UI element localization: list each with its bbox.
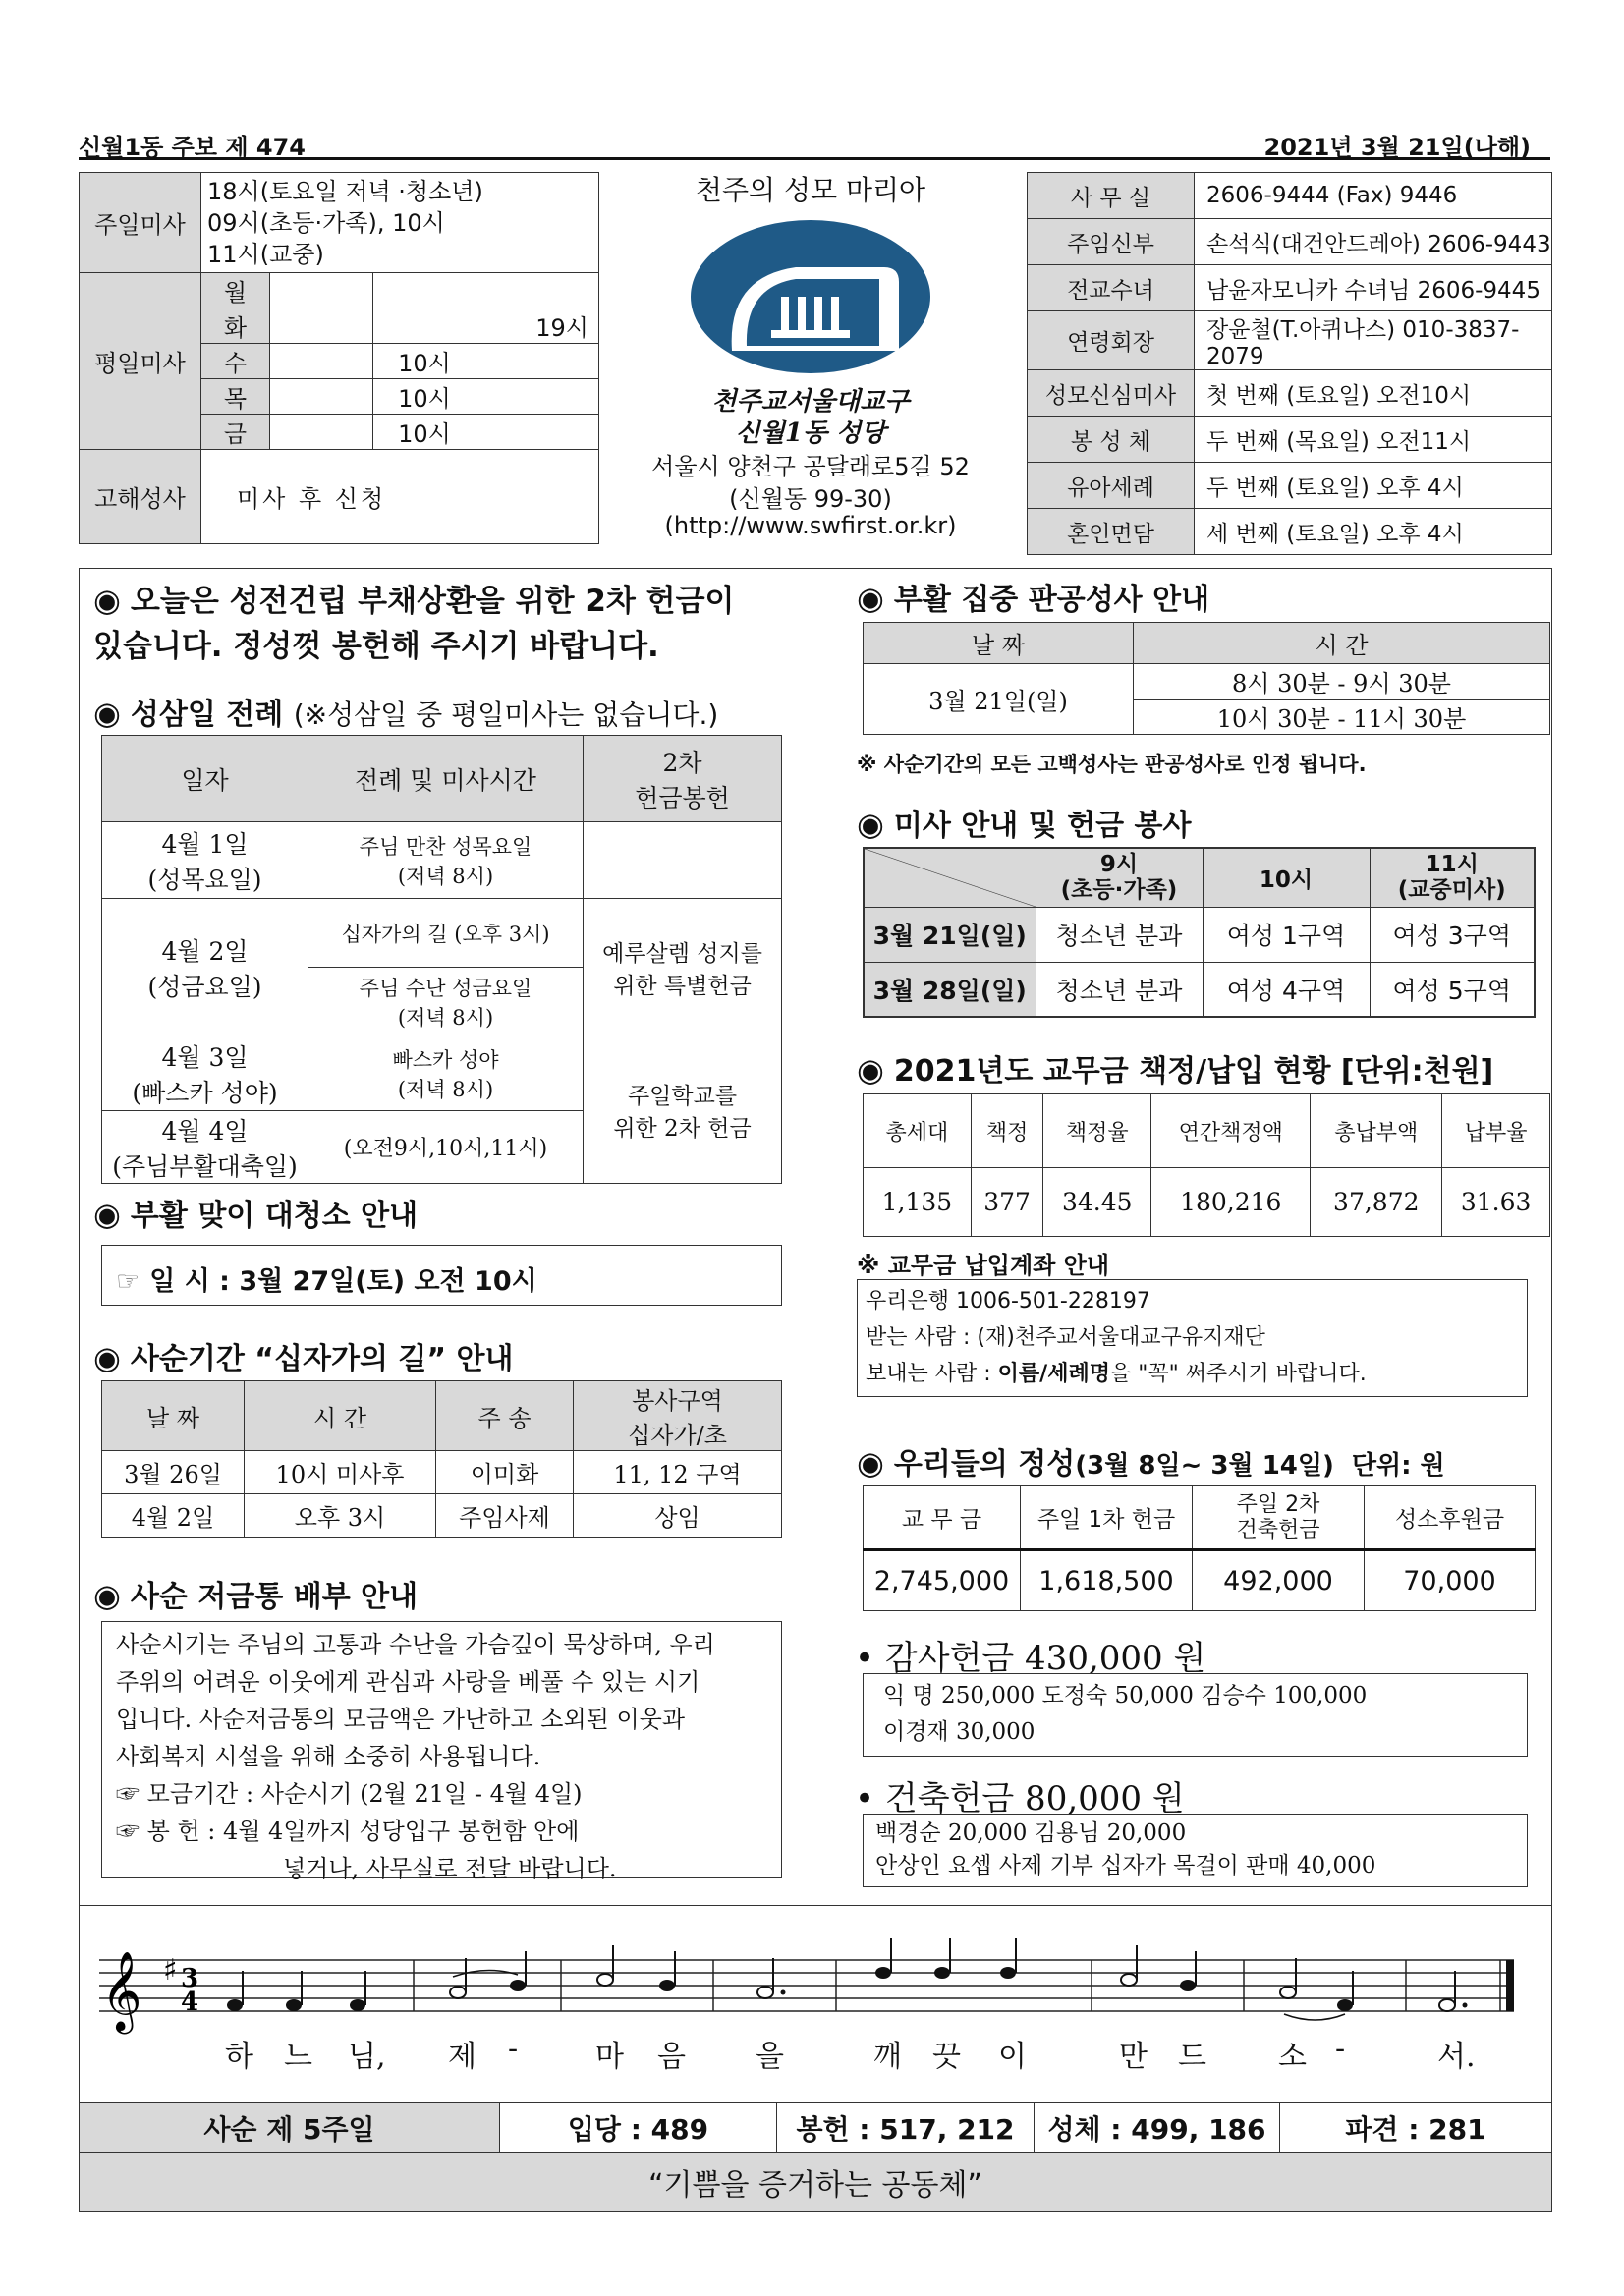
svg-text:4: 4 [181, 1988, 199, 2017]
savings-heading: ◉ 사순 저금통 배부 안내 [93, 1577, 419, 1614]
lyric-syllable: 님, [348, 2040, 386, 2074]
cell: 10시 [373, 344, 476, 379]
lyric-syllable: 제 [448, 2040, 476, 2074]
lyric-syllable: 깨 [873, 2040, 902, 2074]
th: 날 짜 [102, 1381, 245, 1451]
building-line: 안상인 요셉 사제 기부 십자가 목걸이 판매 40,000 [875, 1853, 1376, 1878]
footer-dismissal: 파견 : 281 [1280, 2103, 1552, 2153]
cell: 청소년 분과 [1036, 962, 1203, 1017]
header-rule [79, 157, 1550, 160]
contact-key: 성모신심미사 [1028, 370, 1195, 417]
th: 주 송 [436, 1381, 574, 1451]
cell: 19시 [476, 308, 599, 344]
footer-entrance: 입당 : 489 [500, 2103, 777, 2153]
stations-title: 사순기간 “십자가의 길” 안내 [130, 1342, 514, 1376]
th: 납부율 [1442, 1094, 1550, 1168]
offering-period: (3월 8일~ 3월 14일) [1075, 1451, 1334, 1481]
contacts-table [1027, 172, 1552, 555]
lyric-syllable: 만 [1119, 2040, 1148, 2074]
cell: 34.45 [1043, 1168, 1151, 1237]
lyric-syllable: 음 [657, 2040, 686, 2074]
cell [270, 308, 373, 344]
footer-offertory: 봉헌 : 517, 212 [777, 2103, 1035, 2153]
th: 날 짜 [864, 623, 1134, 664]
contact-row [1028, 370, 1552, 417]
svg-text:𝄞: 𝄞 [101, 1950, 142, 2031]
savings-title: 사순 저금통 배부 안내 [130, 1580, 419, 1614]
savings-text: ☞ 모금기간 : 사순시기 (2월 21일 - 4월 4일) [116, 1780, 583, 1808]
confess-note: ※ 사순기간의 모든 고백성사는 판공성사로 인정 됩니다. [857, 753, 1367, 776]
contact-row [1028, 311, 1552, 370]
account-line: 을 "꼭" 써주시기 바랍니다. [1109, 1362, 1367, 1386]
logo-text-diocese: 천주교서울대교구 [711, 387, 910, 417]
cleaning-title: 부활 맞이 대청소 안내 [130, 1199, 419, 1233]
cell: (성목요일) [147, 865, 262, 894]
cell: 4월 1일 [161, 829, 249, 859]
svg-text:3: 3 [181, 1964, 199, 1993]
triduum-heading: ◉ 성삼일 전례 (※성삼일 중 평일미사는 없습니다.) [93, 695, 719, 732]
cell: 여성 4구역 [1203, 962, 1370, 1017]
cell: 10시 미사후 [245, 1451, 436, 1494]
contact-value: 2606-9444 (Fax) 9446 [1195, 173, 1552, 219]
th: (교중미사) [1397, 877, 1506, 904]
contact-key: 봉 성 체 [1028, 417, 1195, 463]
contact-key: 사 무 실 [1028, 173, 1195, 219]
thanks-box [863, 1673, 1528, 1757]
lyric-syllable: 끗 [932, 2040, 961, 2074]
cell: (저녁 8시) [397, 1005, 494, 1030]
cell: 여성 1구역 [1203, 907, 1370, 962]
dues-table [863, 1093, 1550, 1237]
logo-text-parish: 신월1동 성당 [735, 419, 886, 448]
thanks-heading: • 감사헌금 430,000 원 [855, 1639, 1206, 1678]
lyric-syllable: 마 [595, 2040, 624, 2074]
th: 10시 [1203, 848, 1370, 907]
cell: 37,872 [1311, 1168, 1442, 1237]
th: 총납부액 [1311, 1094, 1442, 1168]
dues-title: 2021년도 교무금 책정/납입 현황 [단위:천원] [893, 1054, 1494, 1089]
contact-row [1028, 509, 1552, 555]
contact-key: 혼인면담 [1028, 509, 1195, 555]
lyric-syllable: - [508, 2032, 519, 2066]
account-line: 보내는 사람 : [866, 1362, 998, 1386]
cell [476, 379, 599, 415]
cell: 31.63 [1442, 1168, 1550, 1237]
pointing-hand-icon: ☞ [116, 1266, 140, 1297]
lyric-syllable: 서. [1437, 2040, 1476, 2074]
sunday-line: 18시(토요일 저녁 ·청소년) [207, 177, 483, 205]
cell: 주님 만찬 성목요일 [359, 834, 532, 859]
contact-key: 유아세례 [1028, 463, 1195, 509]
account-line: 우리은행 1006-501-228197 [866, 1289, 1150, 1314]
contact-key: 전교수녀 [1028, 265, 1195, 311]
contact-value: 남윤자모니카 수녀님 2606-9445 [1195, 265, 1552, 311]
weekday-tue: 화 [201, 308, 270, 344]
offering-unit: 단위: 원 [1351, 1451, 1445, 1481]
confess-heading: ◉ 부활 집중 판공성사 안내 [857, 580, 1210, 617]
th: 십자가/초 [628, 1422, 727, 1449]
cell: 70,000 [1365, 1550, 1536, 1611]
triduum-title: 성삼일 전례 [130, 698, 284, 732]
th: 책정 [971, 1094, 1043, 1168]
th: 주일 2차 [1236, 1491, 1320, 1517]
account-title: ※ 교무금 납입계좌 안내 [857, 1252, 1110, 1279]
footer-week: 사순 제 5주일 [80, 2103, 500, 2153]
notice-line1: 오늘은 성전건립 부채상환을 위한 2차 헌금이 [130, 584, 735, 619]
th: 9시 [1099, 852, 1139, 878]
cell: 11, 12 구역 [574, 1451, 782, 1494]
cell: 주임사제 [436, 1494, 574, 1538]
triduum-note: (※성삼일 중 평일미사는 없습니다.) [293, 699, 719, 731]
cell: 주님 수난 성금요일 [359, 976, 532, 1000]
lyric-syllable: 느 [284, 2040, 312, 2074]
contact-value: 장윤철(T.아퀴나스) 010-3837-2079 [1195, 311, 1552, 370]
offering-title: 우리들의 정성 [893, 1447, 1076, 1482]
confess-title: 부활 집중 판공성사 안내 [893, 583, 1210, 617]
cell: (저녁 8시) [397, 864, 494, 888]
cell: 10시 30분 - 11시 30분 [1134, 700, 1550, 735]
footer-communion: 성체 : 499, 186 [1035, 2103, 1280, 2153]
cell: 8시 30분 - 9시 30분 [1134, 664, 1550, 700]
parish-url[interactable]: (http://www.swfirst.or.kr) [664, 512, 957, 539]
notice-line2: 있습니다. 정성껏 봉헌해 주시기 바랍니다. [93, 629, 659, 664]
parish-address: 서울시 양천구 공달래로5길 52 [651, 453, 970, 480]
th: 헌금봉헌 [635, 783, 730, 812]
mass-schedule [79, 172, 599, 544]
footer-table [79, 2102, 1552, 2212]
contact-row [1028, 417, 1552, 463]
parish-address-old: (신월동 99-30) [729, 485, 892, 513]
svg-text:♯: ♯ [163, 1953, 178, 1988]
cell: 오후 3시 [245, 1494, 436, 1538]
cell [270, 415, 373, 450]
contact-value: 손석식(대건안드레아) 2606-9443 [1195, 219, 1552, 265]
cell: 1,618,500 [1021, 1550, 1193, 1611]
cell: 2,745,000 [864, 1550, 1021, 1611]
lyric-syllable: 드 [1178, 2040, 1206, 2074]
contact-value: 두 번째 (목요일) 오전11시 [1195, 417, 1552, 463]
lyrics [80, 2032, 1553, 2074]
sunday-line: 11시(교중) [207, 240, 324, 268]
cell [476, 273, 599, 308]
weekday-fri: 금 [201, 415, 270, 450]
contact-value: 첫 번째 (토요일) 오전10시 [1195, 370, 1552, 417]
cell: 377 [971, 1168, 1043, 1237]
cell: (오전9시,10시,11시) [308, 1111, 584, 1184]
cell: 4월 3일 [161, 1042, 249, 1072]
savings-text: 사순시기는 주님의 고통과 수난을 가슴깊이 묵상하며, 우리 [116, 1631, 715, 1658]
parish-patron: 천주의 성모 마리아 [695, 174, 926, 206]
cell: 180,216 [1151, 1168, 1311, 1237]
contact-key: 연령회장 [1028, 311, 1195, 370]
cell: 이미화 [436, 1451, 574, 1494]
contact-row [1028, 463, 1552, 509]
contact-key: 주임신부 [1028, 219, 1195, 265]
cell: 십자가의 길 (오후 3시) [308, 899, 584, 968]
cell [270, 344, 373, 379]
th: 연간책정액 [1151, 1094, 1311, 1168]
cell: 3월 21일(일) [864, 907, 1036, 962]
savings-box [101, 1621, 782, 1882]
lyric-syllable: 이 [998, 2040, 1027, 2074]
cell: 위한 특별헌금 [613, 973, 752, 999]
cell [476, 415, 599, 450]
th: 총세대 [864, 1094, 972, 1168]
service-title: 미사 안내 및 헌금 봉사 [893, 809, 1192, 843]
diagonal-cell [864, 848, 1036, 907]
account-line: 받는 사람 : (재)천주교서울대교구유지재단 [866, 1325, 1265, 1350]
th: 건축헌금 [1236, 1517, 1320, 1542]
th: 11시 [1425, 852, 1479, 878]
stations-heading: ◉ 사순기간 “십자가의 길” 안내 [93, 1339, 514, 1376]
savings-text: 입니다. 사순저금통의 모금액은 가난하고 소외된 이웃과 [116, 1706, 686, 1733]
offering-heading: ◉ 우리들의 정성(3월 8일~ 3월 14일) 단위: 원 [857, 1444, 1445, 1482]
cell: (빠스카 성야) [132, 1078, 278, 1107]
cell: 492,000 [1193, 1550, 1365, 1611]
cell: 빠스카 성야 [392, 1047, 499, 1072]
account-emph: 이름/세례명 [997, 1362, 1110, 1386]
weekday-mon: 월 [201, 273, 270, 308]
cell: 3월 28일(일) [864, 962, 1036, 1017]
savings-text: 넣거나, 사무실로 전달 바랍니다. [283, 1855, 617, 1882]
weekday-label: 평일미사 [80, 273, 201, 450]
thanks-line: 이경재 30,000 [883, 1719, 1036, 1745]
savings-text: ☞ 봉 헌 : 4월 4일까지 성당입구 봉헌함 안에 [116, 1818, 580, 1845]
bulletin-issue: 신월1동 주보 제 474 [79, 134, 306, 161]
savings-text: 사회복지 시설을 위해 소중히 사용됩니다. [116, 1743, 541, 1770]
contact-row [1028, 173, 1552, 219]
cell: (저녁 8시) [397, 1077, 494, 1101]
cleaning-heading: ◉ 부활 맞이 대청소 안내 [93, 1196, 419, 1233]
building-title: 건축헌금 80,000 원 [884, 1779, 1185, 1819]
triduum-table [101, 735, 782, 1184]
contact-row [1028, 219, 1552, 265]
th: 일자 [102, 736, 308, 822]
cell: 4월 4일 [161, 1116, 249, 1146]
lyric-syllable: 소 [1278, 2040, 1307, 2074]
th: 주일 1차 헌금 [1021, 1486, 1193, 1550]
th: 전례 및 미사시간 [308, 736, 584, 822]
music-section [79, 1906, 1552, 2102]
footer-motto: “기쁨을 증거하는 공동체” [80, 2153, 1552, 2212]
cell: (성금요일) [147, 972, 262, 1001]
cell: 청소년 분과 [1036, 907, 1203, 962]
building-box [863, 1814, 1528, 1887]
contact-value: 두 번째 (토요일) 오후 4시 [1195, 463, 1552, 509]
contact-row [1028, 265, 1552, 311]
cleaning-text: 일 시 : 3월 27일(토) 오전 10시 [149, 1266, 537, 1297]
th: 책정율 [1043, 1094, 1151, 1168]
th: 시 간 [1134, 623, 1550, 664]
th: 성소후원금 [1365, 1486, 1536, 1550]
cell: 여성 3구역 [1370, 907, 1535, 962]
cell [476, 344, 599, 379]
service-heading: ◉ 미사 안내 및 헌금 봉사 [857, 806, 1192, 843]
thanks-title: 감사헌금 430,000 원 [884, 1639, 1206, 1678]
account-box [857, 1279, 1528, 1397]
confession-value: 미사 후 신청 [201, 450, 599, 544]
sunday-label: 주일미사 [80, 173, 201, 273]
th: (초등·가족) [1060, 877, 1178, 904]
cell [373, 273, 476, 308]
cleaning-box [101, 1245, 782, 1306]
dues-heading: ◉ 2021년도 교무금 책정/납입 현황 [단위:천원] [857, 1051, 1494, 1089]
lyric-syllable: 을 [756, 2040, 784, 2074]
service-table [863, 847, 1536, 1018]
building-heading: • 건축헌금 80,000 원 [855, 1779, 1185, 1819]
cell: 4월 2일 [102, 1494, 245, 1538]
th: 2차 [662, 748, 702, 777]
cell [373, 308, 476, 344]
cell: 10시 [373, 415, 476, 450]
weekday-wed: 수 [201, 344, 270, 379]
sunday-line: 09시(초등·가족), 10시 [207, 208, 445, 237]
stations-table [101, 1380, 782, 1538]
savings-text: 주위의 어려운 이웃에게 관심과 사랑을 베풀 수 있는 시기 [116, 1668, 700, 1696]
notice: ◉ 오늘은 성전건립 부채상환을 위한 2차 헌금이 있습니다. 정성껏 봉헌해 주시기 바랍니다. [93, 582, 735, 664]
cell: 예루살렘 성지를 [602, 940, 762, 967]
parish-logo [688, 218, 933, 379]
bulletin-date: 2021년 3월 21일(나해) [1263, 134, 1531, 161]
cell: 3월 26일 [102, 1451, 245, 1494]
lyric-syllable: - [1335, 2032, 1346, 2066]
building-line: 백경순 20,000 김용님 20,000 [875, 1820, 1187, 1846]
offering-table [863, 1485, 1536, 1611]
cell: 4월 2일 [161, 936, 249, 966]
cell: 위한 2차 헌금 [613, 1115, 752, 1142]
cell: 상임 [574, 1494, 782, 1538]
cell [270, 273, 373, 308]
th: 봉사구역 [632, 1387, 723, 1415]
th: 교 무 금 [864, 1486, 1021, 1550]
cell: 여성 5구역 [1370, 962, 1535, 1017]
contact-value: 세 번째 (토요일) 오후 4시 [1195, 509, 1552, 555]
lyric-syllable: 하 [225, 2040, 253, 2074]
cell: 주일학교를 [627, 1083, 738, 1109]
confess-table [863, 622, 1550, 735]
cell: 1,135 [864, 1168, 972, 1237]
weekday-thu: 목 [201, 379, 270, 415]
th: 시 간 [245, 1381, 436, 1451]
cell: 10시 [373, 379, 476, 415]
cell: 3월 21일(일) [864, 664, 1134, 735]
cell: (주님부활대축일) [112, 1151, 298, 1181]
cell [270, 379, 373, 415]
thanks-line: 익 명 250,000 도정숙 50,000 김승수 100,000 [883, 1683, 1368, 1708]
confession-label: 고해성사 [80, 450, 201, 544]
